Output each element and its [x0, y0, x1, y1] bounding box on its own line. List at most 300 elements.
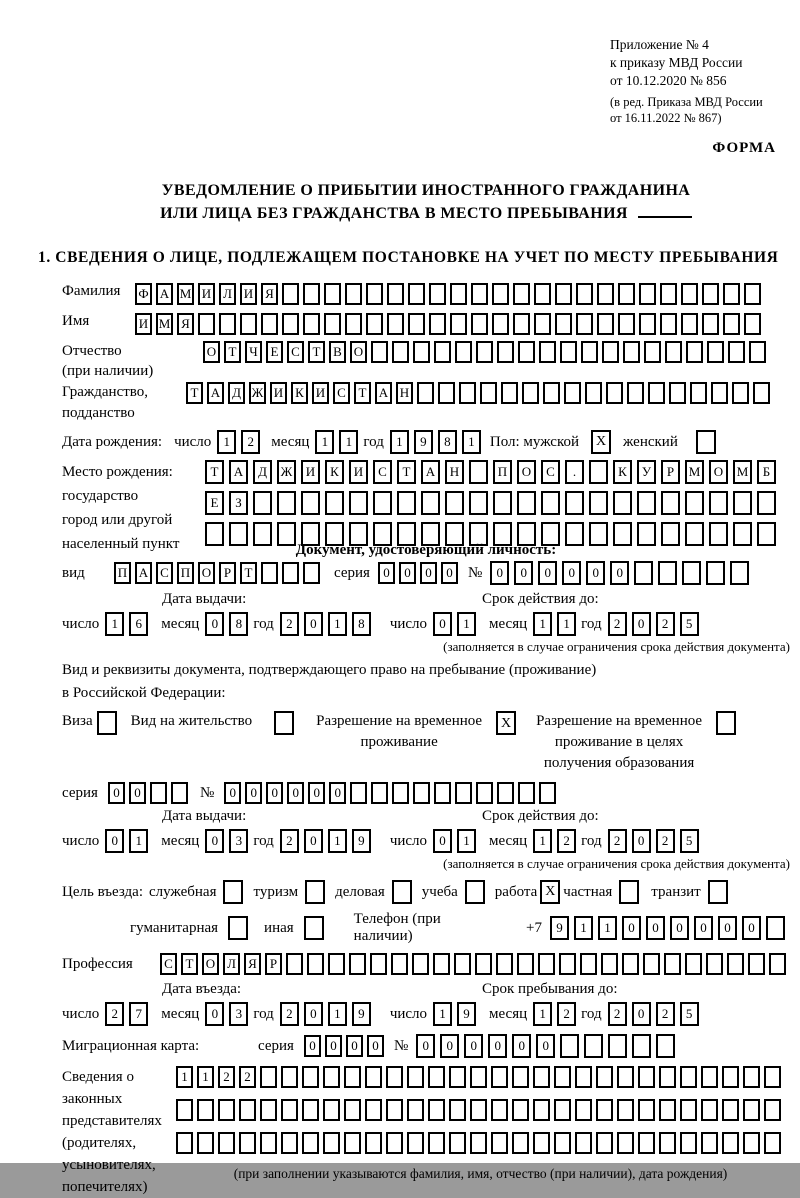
char-cell[interactable] — [575, 1066, 592, 1088]
char-cell[interactable]: 1 — [339, 430, 358, 454]
char-cell[interactable]: А — [135, 562, 152, 584]
char-cell[interactable] — [757, 522, 776, 546]
char-cell[interactable]: 0 — [464, 1034, 483, 1058]
char-cell[interactable]: 2 — [280, 1002, 299, 1026]
char-cell[interactable] — [445, 491, 464, 515]
char-cell[interactable] — [428, 1132, 445, 1154]
char-cell[interactable]: Р — [661, 460, 680, 484]
char-cell[interactable] — [597, 313, 614, 335]
char-cell[interactable] — [370, 953, 387, 975]
char-cell[interactable]: 0 — [586, 561, 605, 585]
char-cell[interactable] — [589, 522, 608, 546]
char-cell[interactable] — [407, 1132, 424, 1154]
char-cell[interactable]: 3 — [229, 1002, 248, 1026]
char-cell[interactable] — [176, 1099, 193, 1121]
char-cell[interactable] — [302, 1066, 319, 1088]
char-cell[interactable] — [349, 491, 368, 515]
char-cell[interactable] — [659, 1066, 676, 1088]
char-cell[interactable] — [349, 953, 366, 975]
purpose-private-checkbox[interactable] — [619, 880, 639, 904]
char-cell[interactable]: 0 — [205, 1002, 224, 1026]
char-cell[interactable]: 0 — [287, 782, 304, 804]
char-cell[interactable]: К — [325, 460, 344, 484]
char-cell[interactable]: А — [229, 460, 248, 484]
char-cell[interactable] — [541, 491, 560, 515]
char-cell[interactable] — [512, 1066, 529, 1088]
char-cell[interactable]: Я — [244, 953, 261, 975]
purpose-business-checkbox[interactable] — [392, 880, 412, 904]
char-cell[interactable] — [664, 953, 681, 975]
char-cell[interactable] — [239, 1132, 256, 1154]
char-cell[interactable] — [429, 313, 446, 335]
char-cell[interactable]: Р — [219, 562, 236, 584]
char-cell[interactable]: А — [375, 382, 392, 404]
char-cell[interactable]: И — [270, 382, 287, 404]
char-cell[interactable] — [219, 313, 236, 335]
char-cell[interactable] — [412, 953, 429, 975]
char-cell[interactable]: 8 — [352, 612, 371, 636]
char-cell[interactable] — [709, 522, 728, 546]
char-cell[interactable]: 2 — [608, 1002, 627, 1026]
sex-male-checkbox[interactable]: X — [591, 430, 611, 454]
char-cell[interactable]: 0 — [105, 829, 124, 853]
char-cell[interactable]: . — [565, 460, 584, 484]
char-cell[interactable]: 1 — [598, 916, 617, 940]
char-cell[interactable] — [459, 382, 476, 404]
char-cell[interactable] — [286, 953, 303, 975]
char-cell[interactable]: 0 — [129, 782, 146, 804]
char-cell[interactable] — [260, 1066, 277, 1088]
char-cell[interactable] — [386, 1066, 403, 1088]
char-cell[interactable] — [730, 561, 749, 585]
char-cell[interactable] — [727, 953, 744, 975]
char-cell[interactable]: И — [198, 283, 215, 305]
char-cell[interactable]: 0 — [488, 1034, 507, 1058]
char-cell[interactable] — [748, 953, 765, 975]
char-cell[interactable]: 0 — [490, 561, 509, 585]
char-cell[interactable]: 7 — [129, 1002, 148, 1026]
char-cell[interactable]: Ж — [277, 460, 296, 484]
char-cell[interactable] — [565, 491, 584, 515]
char-cell[interactable] — [585, 382, 602, 404]
char-cell[interactable] — [644, 341, 661, 363]
char-cell[interactable] — [413, 341, 430, 363]
char-cell[interactable]: М — [177, 283, 194, 305]
char-cell[interactable]: П — [177, 562, 194, 584]
char-cell[interactable] — [690, 382, 707, 404]
char-cell[interactable] — [429, 283, 446, 305]
char-cell[interactable] — [302, 1132, 319, 1154]
char-cell[interactable] — [218, 1099, 235, 1121]
char-cell[interactable] — [744, 283, 761, 305]
char-cell[interactable] — [660, 283, 677, 305]
char-cell[interactable]: 0 — [536, 1034, 555, 1058]
char-cell[interactable] — [387, 283, 404, 305]
char-cell[interactable] — [261, 313, 278, 335]
char-cell[interactable] — [471, 313, 488, 335]
char-cell[interactable]: 0 — [304, 1035, 321, 1057]
char-cell[interactable] — [560, 341, 577, 363]
char-cell[interactable] — [470, 1132, 487, 1154]
char-cell[interactable] — [743, 1132, 760, 1154]
char-cell[interactable] — [764, 1066, 781, 1088]
char-cell[interactable]: О — [350, 341, 367, 363]
char-cell[interactable] — [344, 1099, 361, 1121]
char-cell[interactable] — [623, 341, 640, 363]
char-cell[interactable] — [469, 460, 488, 484]
char-cell[interactable]: 6 — [129, 612, 148, 636]
char-cell[interactable] — [518, 341, 535, 363]
char-cell[interactable]: А — [421, 460, 440, 484]
char-cell[interactable]: 0 — [416, 1034, 435, 1058]
char-cell[interactable] — [743, 1066, 760, 1088]
char-cell[interactable] — [387, 313, 404, 335]
char-cell[interactable] — [491, 1066, 508, 1088]
char-cell[interactable] — [365, 1099, 382, 1121]
char-cell[interactable]: Т — [205, 460, 224, 484]
char-cell[interactable]: М — [685, 460, 704, 484]
char-cell[interactable]: 0 — [433, 829, 452, 853]
char-cell[interactable] — [766, 916, 785, 940]
char-cell[interactable] — [589, 460, 608, 484]
char-cell[interactable] — [722, 1066, 739, 1088]
char-cell[interactable] — [627, 382, 644, 404]
char-cell[interactable]: 5 — [680, 1002, 699, 1026]
char-cell[interactable] — [637, 522, 656, 546]
char-cell[interactable]: З — [229, 491, 248, 515]
char-cell[interactable] — [613, 522, 632, 546]
char-cell[interactable] — [706, 561, 725, 585]
char-cell[interactable] — [723, 283, 740, 305]
char-cell[interactable] — [239, 1099, 256, 1121]
char-cell[interactable] — [218, 1132, 235, 1154]
char-cell[interactable] — [685, 491, 704, 515]
char-cell[interactable] — [554, 1066, 571, 1088]
char-cell[interactable] — [602, 341, 619, 363]
char-cell[interactable] — [560, 1034, 579, 1058]
char-cell[interactable]: 2 — [656, 829, 675, 853]
char-cell[interactable]: 0 — [325, 1035, 342, 1057]
char-cell[interactable]: А — [207, 382, 224, 404]
char-cell[interactable]: Б — [757, 460, 776, 484]
char-cell[interactable]: М — [156, 313, 173, 335]
char-cell[interactable]: 0 — [224, 782, 241, 804]
char-cell[interactable] — [434, 341, 451, 363]
char-cell[interactable] — [492, 313, 509, 335]
char-cell[interactable]: Е — [266, 341, 283, 363]
char-cell[interactable] — [555, 313, 572, 335]
char-cell[interactable] — [723, 313, 740, 335]
char-cell[interactable] — [757, 491, 776, 515]
char-cell[interactable]: 5 — [680, 829, 699, 853]
char-cell[interactable] — [680, 1132, 697, 1154]
char-cell[interactable]: 1 — [328, 829, 347, 853]
char-cell[interactable]: 0 — [399, 562, 416, 584]
char-cell[interactable] — [476, 341, 493, 363]
char-cell[interactable] — [661, 491, 680, 515]
char-cell[interactable]: Д — [228, 382, 245, 404]
char-cell[interactable] — [365, 1132, 382, 1154]
char-cell[interactable] — [596, 1066, 613, 1088]
char-cell[interactable] — [324, 283, 341, 305]
char-cell[interactable]: 2 — [241, 430, 260, 454]
char-cell[interactable]: Ч — [245, 341, 262, 363]
char-cell[interactable]: 0 — [329, 782, 346, 804]
char-cell[interactable]: О — [709, 460, 728, 484]
char-cell[interactable]: 1 — [197, 1066, 214, 1088]
purpose-official-checkbox[interactable] — [223, 880, 243, 904]
char-cell[interactable] — [328, 953, 345, 975]
char-cell[interactable]: Я — [261, 283, 278, 305]
char-cell[interactable] — [709, 491, 728, 515]
char-cell[interactable]: Т — [397, 460, 416, 484]
char-cell[interactable]: 2 — [608, 829, 627, 853]
char-cell[interactable]: 0 — [266, 782, 283, 804]
char-cell[interactable] — [538, 953, 555, 975]
char-cell[interactable] — [580, 953, 597, 975]
char-cell[interactable]: Т — [224, 341, 241, 363]
temp-residence-checkbox[interactable]: X — [496, 711, 516, 735]
char-cell[interactable]: У — [637, 460, 656, 484]
char-cell[interactable] — [277, 522, 296, 546]
char-cell[interactable] — [480, 382, 497, 404]
char-cell[interactable]: С — [373, 460, 392, 484]
char-cell[interactable] — [702, 313, 719, 335]
char-cell[interactable]: 0 — [646, 916, 665, 940]
char-cell[interactable] — [282, 283, 299, 305]
char-cell[interactable] — [608, 1034, 627, 1058]
char-cell[interactable] — [240, 313, 257, 335]
char-cell[interactable]: 0 — [512, 1034, 531, 1058]
char-cell[interactable]: 1 — [390, 430, 409, 454]
char-cell[interactable] — [601, 953, 618, 975]
char-cell[interactable] — [491, 1099, 508, 1121]
char-cell[interactable] — [493, 491, 512, 515]
char-cell[interactable]: 1 — [533, 829, 552, 853]
char-cell[interactable]: 0 — [670, 916, 689, 940]
char-cell[interactable]: 0 — [346, 1035, 363, 1057]
char-cell[interactable]: С — [156, 562, 173, 584]
char-cell[interactable] — [596, 1099, 613, 1121]
char-cell[interactable]: 2 — [105, 1002, 124, 1026]
char-cell[interactable]: Т — [186, 382, 203, 404]
char-cell[interactable]: И — [135, 313, 152, 335]
char-cell[interactable] — [658, 561, 677, 585]
purpose-tourism-checkbox[interactable] — [305, 880, 325, 904]
char-cell[interactable]: 0 — [433, 612, 452, 636]
char-cell[interactable]: 0 — [632, 612, 651, 636]
char-cell[interactable] — [513, 283, 530, 305]
char-cell[interactable]: 2 — [608, 612, 627, 636]
char-cell[interactable] — [492, 283, 509, 305]
char-cell[interactable]: 1 — [105, 612, 124, 636]
char-cell[interactable] — [686, 341, 703, 363]
char-cell[interactable]: 1 — [433, 1002, 452, 1026]
char-cell[interactable] — [449, 1132, 466, 1154]
char-cell[interactable] — [539, 782, 556, 804]
char-cell[interactable] — [281, 1066, 298, 1088]
char-cell[interactable] — [533, 1066, 550, 1088]
char-cell[interactable] — [701, 1132, 718, 1154]
char-cell[interactable] — [496, 953, 513, 975]
char-cell[interactable] — [622, 953, 639, 975]
char-cell[interactable] — [617, 1066, 634, 1088]
char-cell[interactable]: 0 — [538, 561, 557, 585]
char-cell[interactable]: 0 — [514, 561, 533, 585]
char-cell[interactable]: 2 — [557, 1002, 576, 1026]
char-cell[interactable]: И — [301, 460, 320, 484]
char-cell[interactable]: Д — [253, 460, 272, 484]
char-cell[interactable] — [450, 313, 467, 335]
char-cell[interactable] — [469, 491, 488, 515]
char-cell[interactable] — [491, 1132, 508, 1154]
char-cell[interactable] — [497, 782, 514, 804]
char-cell[interactable]: Т — [240, 562, 257, 584]
char-cell[interactable] — [366, 313, 383, 335]
char-cell[interactable]: С — [287, 341, 304, 363]
char-cell[interactable] — [576, 283, 593, 305]
char-cell[interactable] — [438, 382, 455, 404]
char-cell[interactable] — [176, 1132, 193, 1154]
char-cell[interactable]: 1 — [217, 430, 236, 454]
char-cell[interactable] — [282, 562, 299, 584]
char-cell[interactable] — [277, 491, 296, 515]
char-cell[interactable]: 2 — [280, 829, 299, 853]
char-cell[interactable]: 0 — [205, 612, 224, 636]
char-cell[interactable] — [669, 382, 686, 404]
char-cell[interactable]: Н — [396, 382, 413, 404]
char-cell[interactable] — [685, 522, 704, 546]
char-cell[interactable] — [407, 1066, 424, 1088]
char-cell[interactable]: О — [517, 460, 536, 484]
char-cell[interactable] — [638, 1066, 655, 1088]
char-cell[interactable] — [413, 782, 430, 804]
char-cell[interactable]: 9 — [352, 829, 371, 853]
char-cell[interactable]: Р — [265, 953, 282, 975]
char-cell[interactable]: 2 — [218, 1066, 235, 1088]
char-cell[interactable] — [391, 953, 408, 975]
char-cell[interactable] — [471, 283, 488, 305]
char-cell[interactable]: 8 — [229, 612, 248, 636]
char-cell[interactable]: 0 — [742, 916, 761, 940]
char-cell[interactable]: 0 — [205, 829, 224, 853]
char-cell[interactable] — [522, 382, 539, 404]
char-cell[interactable] — [302, 1099, 319, 1121]
char-cell[interactable]: Т — [354, 382, 371, 404]
char-cell[interactable]: Я — [177, 313, 194, 335]
char-cell[interactable] — [733, 491, 752, 515]
char-cell[interactable] — [449, 1066, 466, 1088]
char-cell[interactable] — [722, 1099, 739, 1121]
char-cell[interactable] — [253, 522, 272, 546]
char-cell[interactable]: Л — [219, 283, 236, 305]
char-cell[interactable]: 0 — [718, 916, 737, 940]
char-cell[interactable] — [197, 1132, 214, 1154]
char-cell[interactable] — [637, 491, 656, 515]
char-cell[interactable] — [707, 341, 724, 363]
char-cell[interactable] — [638, 1099, 655, 1121]
char-cell[interactable] — [366, 283, 383, 305]
char-cell[interactable] — [428, 1066, 445, 1088]
char-cell[interactable] — [659, 1132, 676, 1154]
char-cell[interactable] — [680, 1099, 697, 1121]
char-cell[interactable]: 1 — [129, 829, 148, 853]
char-cell[interactable] — [323, 1099, 340, 1121]
char-cell[interactable] — [323, 1066, 340, 1088]
char-cell[interactable] — [365, 1066, 382, 1088]
char-cell[interactable] — [681, 283, 698, 305]
char-cell[interactable] — [744, 313, 761, 335]
char-cell[interactable] — [596, 1132, 613, 1154]
char-cell[interactable] — [533, 1099, 550, 1121]
char-cell[interactable] — [260, 1099, 277, 1121]
char-cell[interactable] — [281, 1099, 298, 1121]
char-cell[interactable] — [434, 782, 451, 804]
char-cell[interactable]: Е — [205, 491, 224, 515]
char-cell[interactable] — [632, 1034, 651, 1058]
char-cell[interactable] — [575, 1099, 592, 1121]
char-cell[interactable] — [449, 1099, 466, 1121]
char-cell[interactable]: 8 — [438, 430, 457, 454]
char-cell[interactable] — [501, 382, 518, 404]
char-cell[interactable] — [408, 313, 425, 335]
char-cell[interactable]: 1 — [462, 430, 481, 454]
char-cell[interactable] — [606, 382, 623, 404]
char-cell[interactable]: 0 — [378, 562, 395, 584]
char-cell[interactable] — [450, 283, 467, 305]
char-cell[interactable] — [455, 341, 472, 363]
char-cell[interactable]: П — [493, 460, 512, 484]
char-cell[interactable] — [475, 953, 492, 975]
char-cell[interactable]: 9 — [352, 1002, 371, 1026]
char-cell[interactable] — [470, 1099, 487, 1121]
char-cell[interactable] — [565, 522, 584, 546]
char-cell[interactable] — [282, 313, 299, 335]
char-cell[interactable]: 5 — [680, 612, 699, 636]
char-cell[interactable]: А — [156, 283, 173, 305]
char-cell[interactable]: 2 — [656, 612, 675, 636]
char-cell[interactable] — [543, 382, 560, 404]
purpose-other-checkbox[interactable] — [304, 916, 324, 940]
char-cell[interactable] — [732, 382, 749, 404]
char-cell[interactable]: 2 — [239, 1066, 256, 1088]
char-cell[interactable] — [661, 522, 680, 546]
char-cell[interactable] — [634, 561, 653, 585]
char-cell[interactable]: 2 — [557, 829, 576, 853]
char-cell[interactable]: 9 — [457, 1002, 476, 1026]
char-cell[interactable] — [733, 522, 752, 546]
char-cell[interactable] — [303, 283, 320, 305]
char-cell[interactable]: 2 — [280, 612, 299, 636]
char-cell[interactable]: О — [202, 953, 219, 975]
char-cell[interactable]: 0 — [420, 562, 437, 584]
char-cell[interactable] — [656, 1034, 675, 1058]
char-cell[interactable] — [617, 1132, 634, 1154]
char-cell[interactable] — [171, 782, 188, 804]
char-cell[interactable]: 0 — [245, 782, 262, 804]
char-cell[interactable] — [665, 341, 682, 363]
char-cell[interactable]: И — [349, 460, 368, 484]
char-cell[interactable]: 1 — [457, 612, 476, 636]
char-cell[interactable] — [392, 782, 409, 804]
char-cell[interactable]: 0 — [694, 916, 713, 940]
purpose-transit-checkbox[interactable] — [708, 880, 728, 904]
char-cell[interactable] — [455, 782, 472, 804]
char-cell[interactable]: 0 — [632, 829, 651, 853]
char-cell[interactable] — [386, 1132, 403, 1154]
char-cell[interactable]: И — [240, 283, 257, 305]
char-cell[interactable]: 9 — [550, 916, 569, 940]
